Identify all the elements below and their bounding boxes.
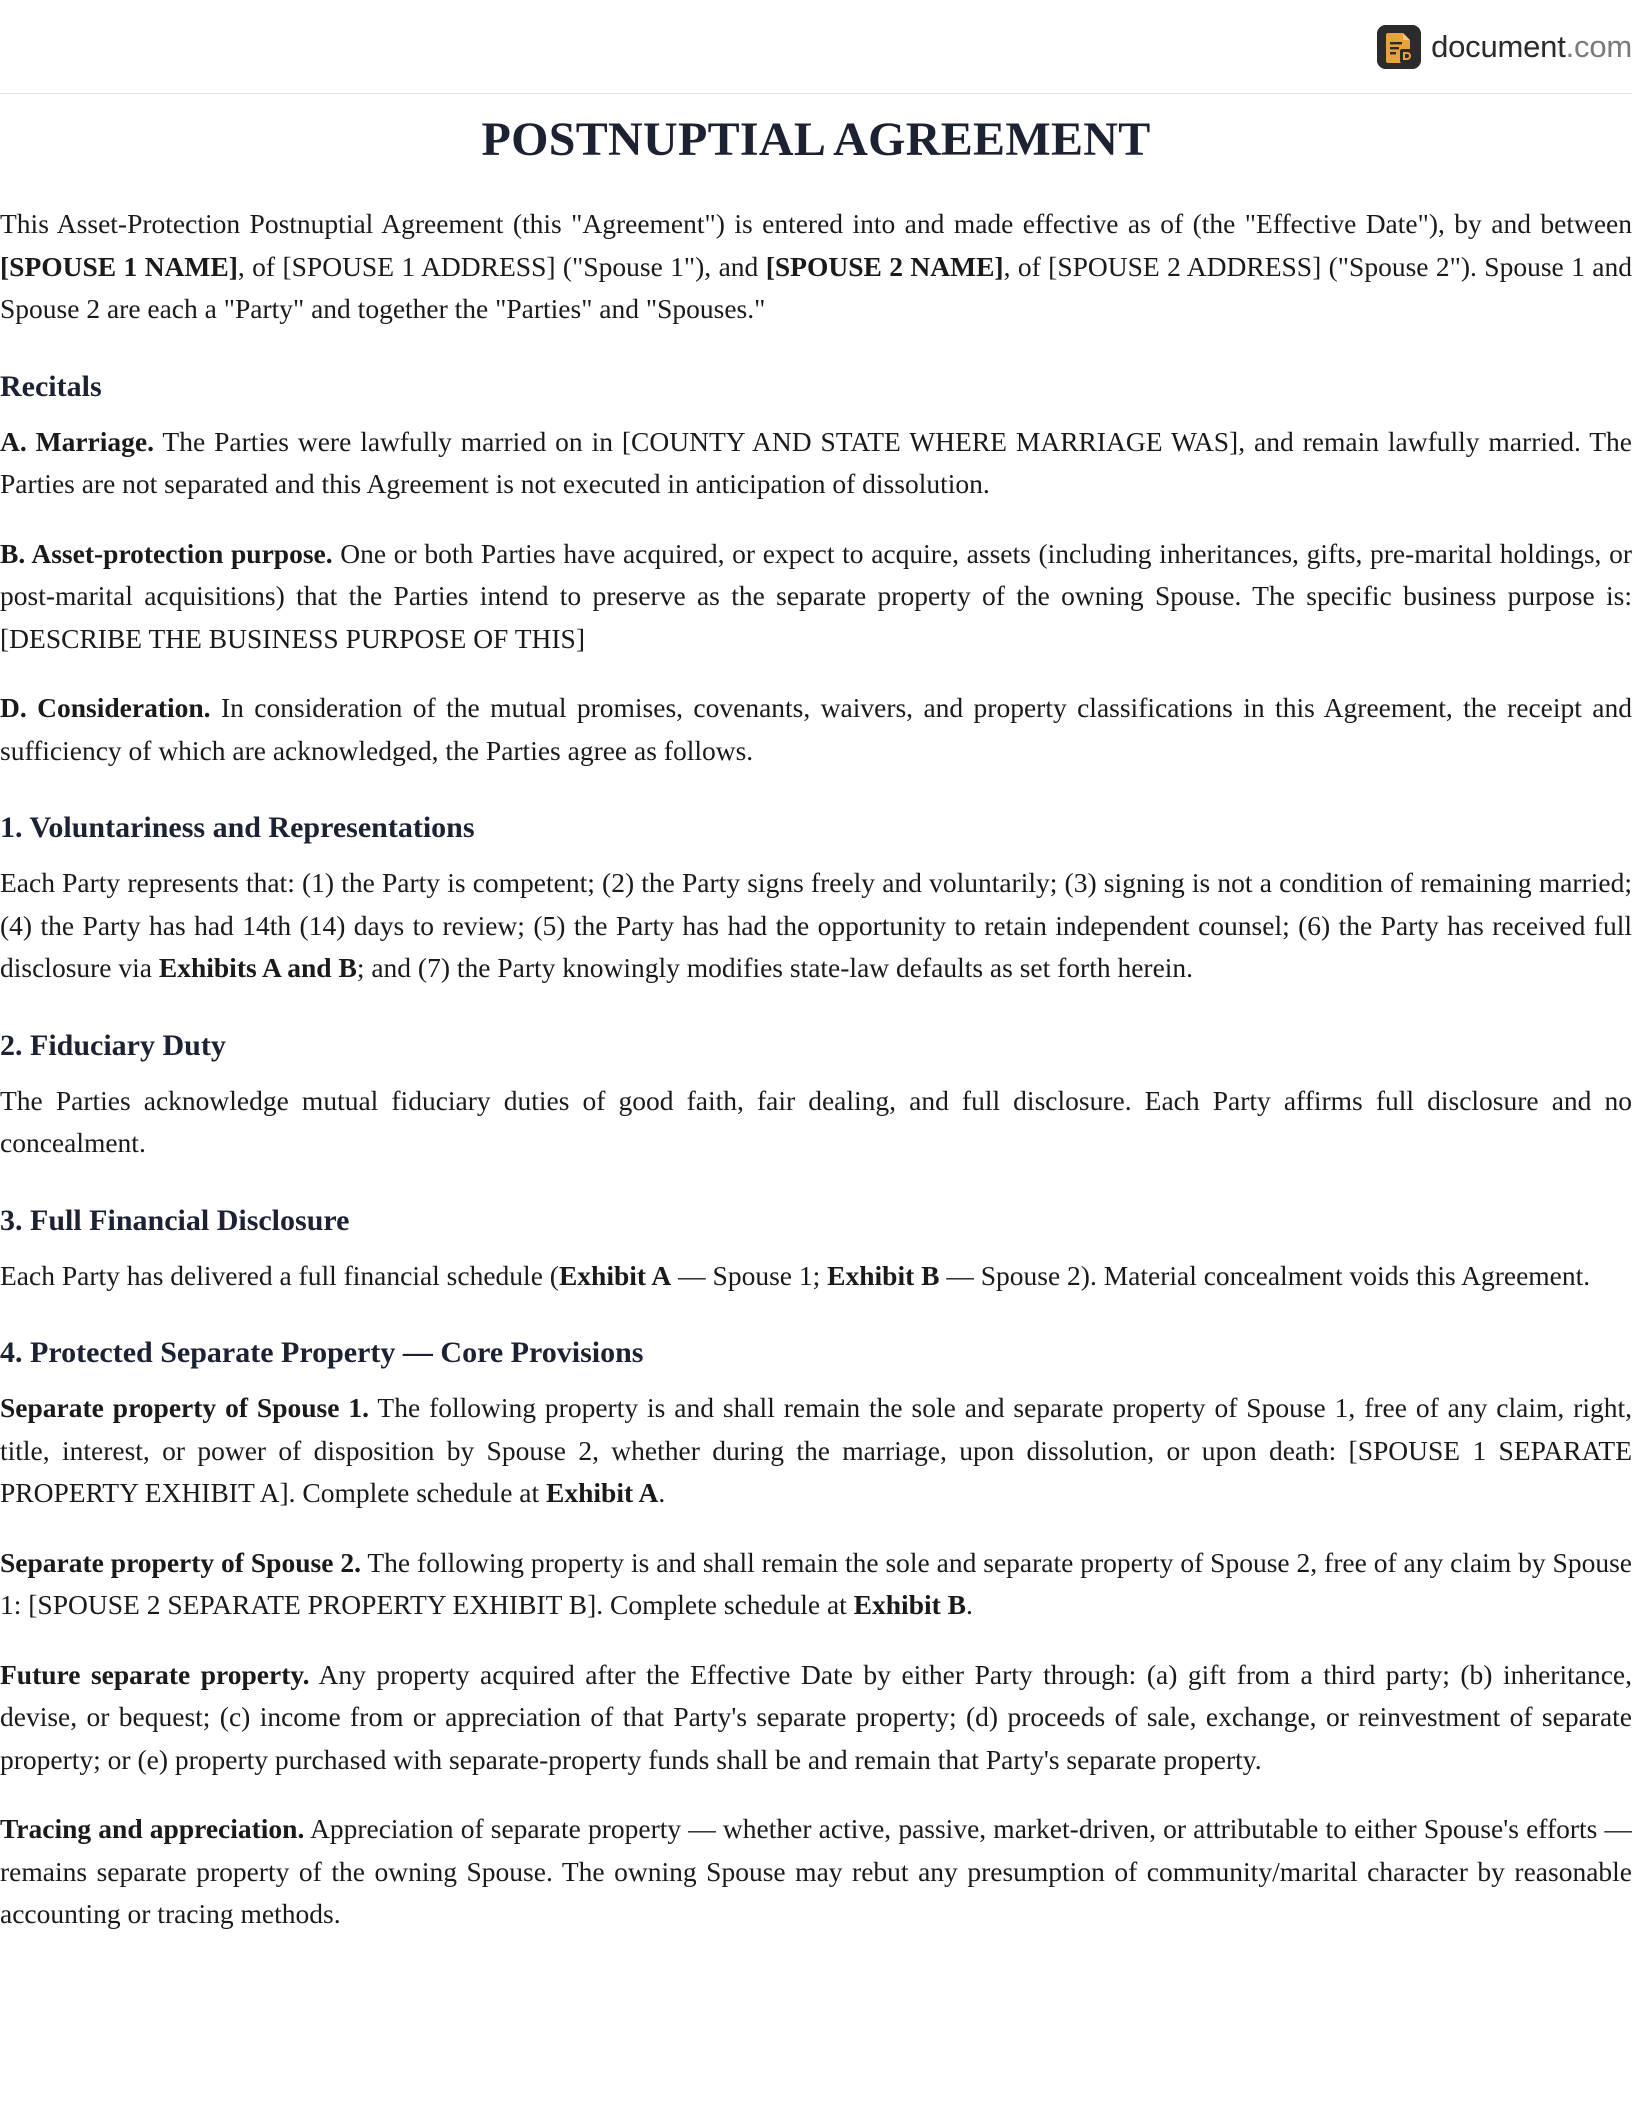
- section-3: [0, 1201, 1632, 1298]
- brand-link[interactable]: [1377, 24, 1632, 70]
- section-heading: 3. Full Financial Disclosure: [0, 1203, 350, 1237]
- recital-d: D. Consideration. In consideration of the mutual promises, covenants, waivers, and property classifications in this Agreement, the receipt and sufficiency of which are acknowledged, the Parties agree as follows.: [0, 692, 1632, 766]
- section-recitals: [0, 367, 1632, 773]
- intro-paragraph: This Asset-Protection Postnuptial Agreement (this "Agreement") is entered into and made effective as of (the "Effective Date"), by and between [SPOUSE 1 NAME], of [SPOUSE 1 ADDRESS] ("Spouse 1"), and [SPOUSE 2 NAME], of [SPOUSE 2 ADDRESS] ("Spouse 2"). Spouse 1 and Spouse 2 are each a "Party" and together the "Parties" and "Spouses.": [0, 208, 1632, 324]
- future-separate-property: Future separate property. Any property acquired after the Effective Date by either Party through: (a) gift from a third party; (b) inheritance, devise, or bequest; (c) income from or appreciation of that Party's separate property; (d) proceeds of sale, exchange, or reinvestment of separate property; or (e) property purchased with separate-property funds shall be and remain that Party's separate property.: [0, 1658, 1632, 1775]
- brand-name: document.com: [1431, 29, 1632, 64]
- section-heading: 4. Protected Separate Property — Core Provisions: [0, 1336, 644, 1369]
- tracing-and-appreciation: Tracing and appreciation. Appreciation of separate property — whether active, passive, market-driven, or attributable to either Spouse's efforts — remains separate property of the owning Spouse. The owning Spouse may rebut any presumption of community/marital character by reasonable accounting or tracing methods.: [0, 1813, 1632, 1929]
- section-1-text: Each Party represents that: (1) the Party is competent; (2) the Party signs freely and voluntarily; (3) signing is not a condition of remaining married; (4) the Party has had 14th (14) days to review; (5) the Party has had the opportunity to retain independent counsel; (6) the Party has received full disclosure via Exhibits A and B; and (7) the Party knowingly modifies state-law defaults as set forth herein.: [0, 867, 1632, 983]
- spouse-2-name: [SPOUSE 2 NAME]: [765, 250, 1004, 282]
- separate-property-spouse-1: Separate property of Spouse 1. The following property is and shall remain the sole and separate property of Spouse 1, free of any claim, right, title, interest, or power of disposition by Spouse 2, whether during the marriage, upon dissolution, or upon death: [SPOUSE 1 SEPARATE PROPERTY EXHIBIT A]. Complete schedule at Exhibit A.: [0, 1392, 1632, 1508]
- section-3-text: Each Party has delivered a full financial schedule (Exhibit A — Spouse 1; Exhibit B — Spouse 2). Material concealment voids this Agreement.: [0, 1259, 1591, 1291]
- document-body: [0, 110, 1632, 1936]
- section-1: [0, 808, 1632, 990]
- page-title: POSTNUPTIAL AGREEMENT: [481, 113, 1151, 166]
- section-2: [0, 1026, 1632, 1165]
- section-heading: 2. Fiduciary Duty: [0, 1028, 226, 1062]
- document-logo-icon: [1377, 25, 1421, 69]
- recital-a: A. Marriage. The Parties were lawfully married on in [COUNTY AND STATE WHERE MARRIAGE WAS], and remain lawfully married. The Parties are not separated and this Agreement is not executed in anticipation of dissolution.: [0, 425, 1632, 499]
- section-heading: 1. Voluntariness and Representations: [0, 811, 475, 844]
- section-4: [0, 1333, 1632, 1936]
- section-2-text: The Parties acknowledge mutual fiduciary duties of good faith, fair dealing, and full disclosure. Each Party affirms full disclosure and no concealment.: [0, 1084, 1632, 1158]
- section-heading: Recitals: [0, 369, 102, 403]
- spouse-1-name: [SPOUSE 1 NAME]: [0, 250, 238, 282]
- recital-b: B. Asset-protection purpose. One or both Parties have acquired, or expect to acquire, assets (including inheritances, gifts, pre-marital holdings, or post-marital acquisitions) that the Parties intend to preserve as the separate property of the owning Spouse. The specific business purpose is: [DESCRIBE THE BUSINESS PURPOSE OF THIS]: [0, 537, 1632, 654]
- separate-property-spouse-2: Separate property of Spouse 2. The following property is and shall remain the sole and separate property of Spouse 2, free of any claim by Spouse 1: [SPOUSE 2 SEPARATE PROPERTY EXHIBIT B]. Complete schedule at Exhibit B.: [0, 1546, 1632, 1620]
- header-bar: [0, 0, 1632, 94]
